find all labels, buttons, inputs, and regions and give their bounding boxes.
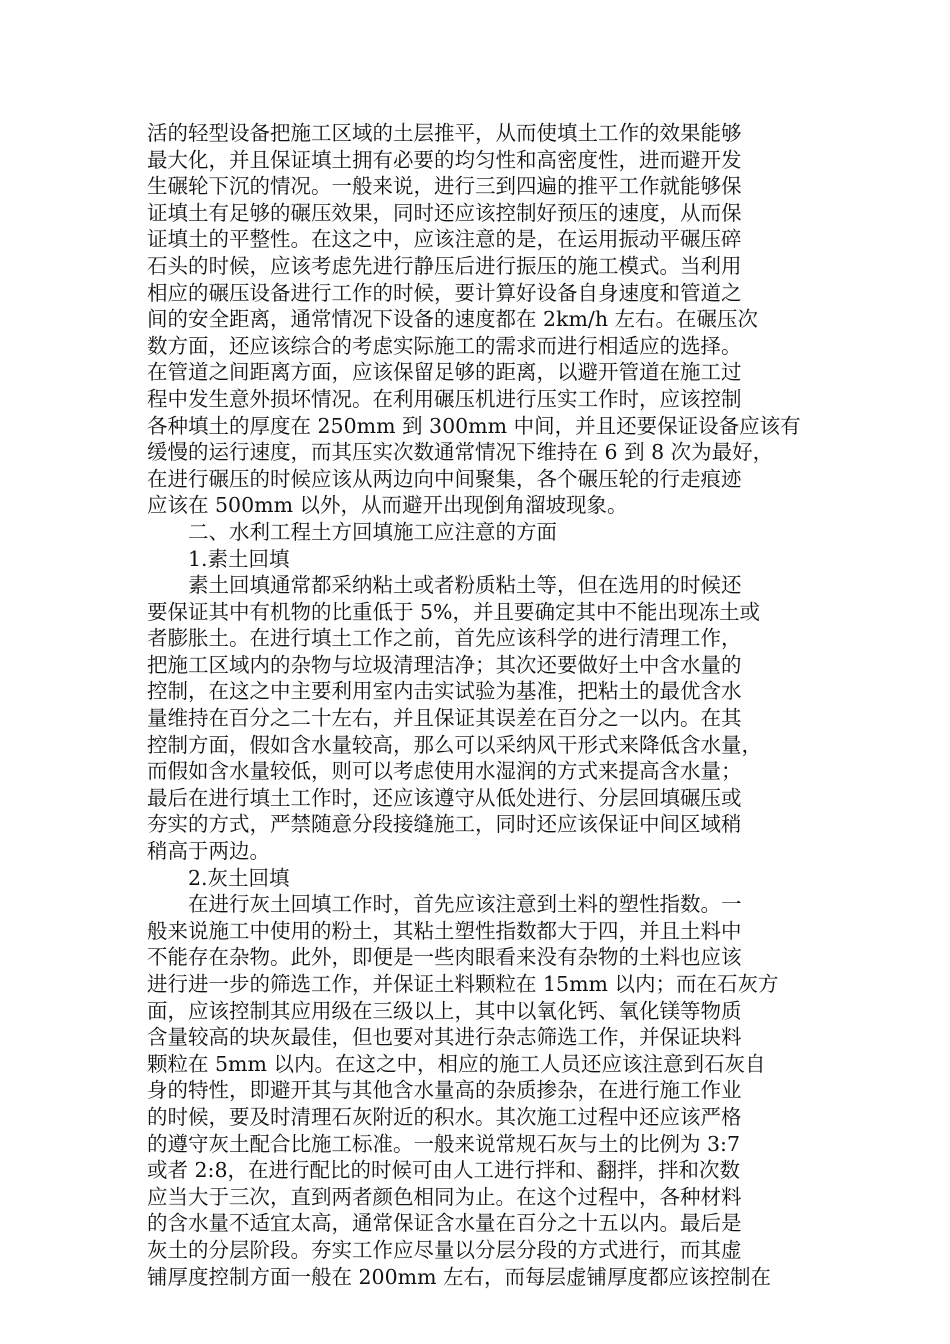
subsection-heading: 2.灰土回填 [188,865,290,890]
section-heading: 二、水利工程土方回填施工应注意的方面 [188,519,557,544]
text-line: 稍高于两边。 [147,839,270,864]
text-line: 间的安全距离，通常情况下设备的速度都在 2km/h 左右。在碾压次 [147,307,759,332]
text-line: 的时候，要及时清理石灰附近的积水。其次施工过程中还应该严格 [147,1104,742,1129]
text-line: 量维持在百分之二十左右，并且保证其误差在百分之一以内。在其 [147,706,742,731]
text-line: 进行进一步的筛选工作，并保证土料颗粒在 15mm 以内；而在石灰方 [147,972,779,996]
text-line: 要保证其中有机物的比重低于 5%，并且要确定其中不能出现冻土或 [147,599,761,624]
text-line: 最大化，并且保证填土拥有必要的均匀性和高密度性，进而避开发 [147,147,742,172]
text-line: 铺厚度控制方面一般在 200mm 左右，而每层虚铺厚度都应该控制在 [147,1264,772,1289]
text-line: 控制方面，假如含水量较高，那么可以采纳风干形式来降低含水量， [147,732,762,757]
text-line: 在管道之间距离方面，应该保留足够的距离，以避开管道在施工过 [147,360,742,385]
text-line: 最后在进行填土工作时，还应该遵守从低处进行、分层回填碾压或 [147,785,742,810]
text-line: 不能存在杂物。此外，即便是一些肉眼看来没有杂物的土料也应该 [147,945,742,970]
paragraph-first-line: 素土回填通常都采纳粘土或者粉质粘土等，但在选用的时候还 [188,573,742,598]
text-line: 的遵守灰土配合比施工标准。一般来说常规石灰与土的比例为 3:7 [147,1131,741,1156]
text-line: 颗粒在 5mm 以内。在这之中，相应的施工人员还应该注意到石灰自 [147,1051,766,1076]
text-line: 活的轻型设备把施工区域的土层推平，从而使填土工作的效果能够 [147,121,742,145]
document-body [147,120,807,1290]
text-line: 控制，在这之中主要利用室内击实试验为基准，把粘土的最优含水 [147,679,742,704]
text-line: 者膨胀土。在进行填土工作之前，首先应该科学的进行清理工作， [147,626,742,651]
text-line: 缓慢的运行速度，而其压实次数通常情况下维持在 6 到 8 次为最好， [147,440,774,465]
text-line: 应当大于三次，直到两者颜色相同为止。在这个过程中，各种材料 [147,1184,742,1209]
text-line: 证填土的平整性。在这之中，应该注意的是，在运用振动平碾压碎 [147,227,742,252]
text-line: 含量较高的块灰最佳，但也要对其进行杂志筛选工作，并保证块料 [147,1025,742,1050]
text-line: 的含水量不适宜太高，通常保证含水量在百分之十五以内。最后是 [147,1211,742,1236]
text-line: 或者 2:8，在进行配比的时候可由人工进行拌和、翻拌，拌和次数 [147,1158,741,1183]
text-line: 把施工区域内的杂物与垃圾清理洁净；其次还要做好土中含水量的 [147,652,742,677]
text-line: 各种填土的厚度在 250mm 到 300mm 中间，并且还要保证设备应该有 [147,413,801,438]
text-line: 夯实的方式，严禁随意分段接缝施工，同时还应该保证中间区域稍 [147,812,742,837]
paragraph-first-line: 在进行灰土回填工作时，首先应该注意到土料的塑性指数。一 [188,892,742,917]
text-line: 身的特性，即避开其与其他含水量高的杂质掺杂，在进行施工作业 [147,1078,742,1103]
text-line: 生碾轮下沉的情况。一般来说，进行三到四遍的推平工作就能够保 [147,174,742,199]
text-line: 程中发生意外损坏情况。在利用碾压机进行压实工作时，应该控制 [147,386,742,411]
text-line: 数方面，还应该综合的考虑实际施工的需求而进行相适应的选择。 [147,333,742,358]
text-line: 证填土有足够的碾压效果，同时还应该控制好预压的速度，从而保 [147,200,742,225]
text-line: 在进行碾压的时候应该从两边向中间聚集，各个碾压轮的行走痕迹 [147,466,742,491]
text-line: 石头的时候，应该考虑先进行静压后进行振压的施工模式。当利用 [147,253,742,278]
text-line: 相应的碾压设备进行工作的时候，要计算好设备自身速度和管道之 [147,280,742,305]
text-line: 应该在 500mm 以外，从而避开出现倒角溜坡现象。 [147,493,628,518]
subsection-heading: 1.素土回填 [188,546,290,571]
text-line: 而假如含水量较低，则可以考虑使用水湿润的方式来提高含水量； [147,759,742,784]
text-line: 灰土的分层阶段。夯实工作应尽量以分层分段的方式进行，而其虚 [147,1237,742,1262]
text-line: 般来说施工中使用的粉土，其粘土塑性指数都大于四，并且土料中 [147,918,742,943]
text-line: 面，应该控制其应用级在三级以上，其中以氧化钙、氧化镁等物质 [147,998,742,1023]
